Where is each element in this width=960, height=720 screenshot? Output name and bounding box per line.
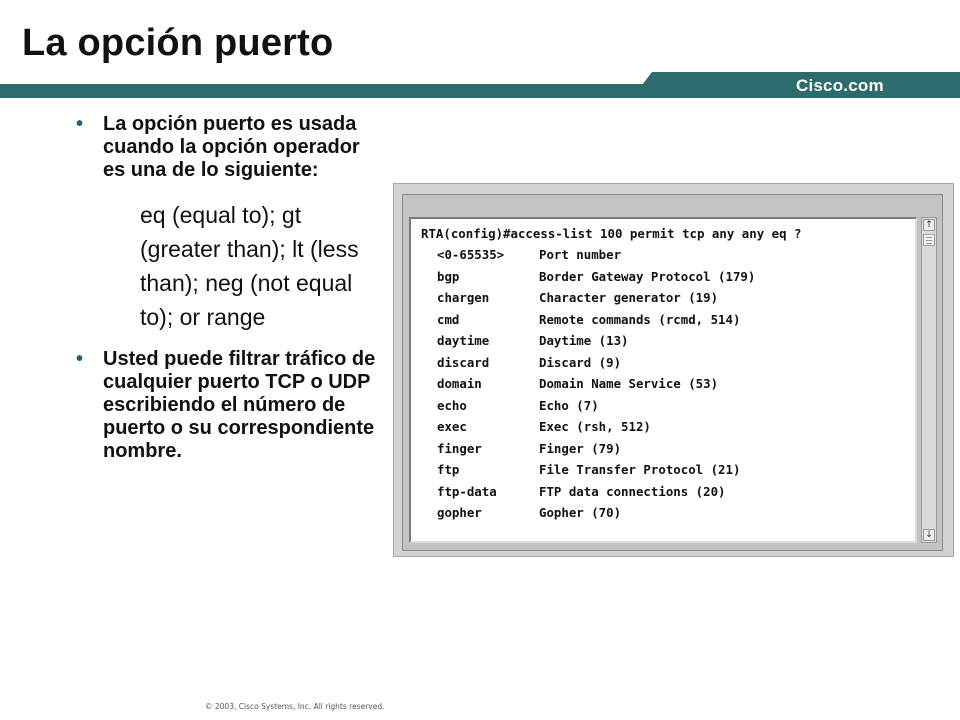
terminal-frame <box>402 194 943 551</box>
terminal-row <box>437 397 599 419</box>
port-keyword: echo <box>437 397 467 413</box>
operator-list-text: eq (equal to); gt (greater than); lt (less than); neg (not equal to); or range <box>140 202 359 330</box>
cisco-logo-text[interactable]: Cisco.com <box>796 76 884 95</box>
bullet-2-text: Usted puede filtrar tráfico de cualquier puerto TCP o UDP escribiendo el número de puerto o su correspondiente nombre. <box>103 348 376 462</box>
port-description: Exec (rsh, 512) <box>539 419 651 434</box>
port-description: Echo (7) <box>539 397 599 413</box>
port-keyword: <0-65535> <box>437 247 505 262</box>
port-keyword: finger <box>437 440 482 456</box>
terminal-row <box>437 462 741 483</box>
port-description: Finger (79) <box>539 440 622 456</box>
bullet-icon: • <box>76 113 84 135</box>
terminal-command-line: RTA(config)#access-list 100 permit tcp any any eq ? <box>421 226 802 241</box>
port-description: FTP data connections (20) <box>539 483 726 499</box>
port-keyword: daytime <box>437 333 490 348</box>
terminal-scrollbar[interactable] <box>921 217 937 543</box>
terminal-row <box>437 505 622 526</box>
scroll-down-arrow-icon[interactable]: ↓ <box>923 529 935 541</box>
port-keyword: bgp <box>437 268 460 284</box>
port-description: Remote commands (rcmd, 514) <box>539 311 741 327</box>
terminal-row <box>437 483 726 505</box>
bullet-icon: • <box>76 348 84 370</box>
terminal-row <box>437 354 622 376</box>
copyright-footer: © 2003, Cisco Systems, Inc. All rights reserved. <box>205 702 385 711</box>
port-keyword: discard <box>437 354 490 370</box>
terminal-row <box>437 419 651 440</box>
port-description: Daytime (13) <box>539 333 629 348</box>
terminal-row <box>437 247 622 268</box>
bullet-1-text: La opción puerto es usada cuando la opción operador es una de lo siguiente: <box>103 113 360 181</box>
port-description: Border Gateway Protocol (179) <box>539 268 756 284</box>
port-keyword: exec <box>437 419 467 434</box>
bullet-item <box>76 113 381 182</box>
terminal-row <box>437 311 741 333</box>
scroll-up-arrow-icon[interactable]: ↑ <box>923 219 935 231</box>
terminal-row <box>437 333 629 354</box>
port-description: Port number <box>539 247 622 262</box>
scroll-thumb[interactable] <box>923 234 935 246</box>
port-keyword: chargen <box>437 290 490 305</box>
port-keyword: domain <box>437 376 482 391</box>
port-description: Discard (9) <box>539 354 622 370</box>
terminal-screen[interactable] <box>409 217 917 543</box>
terminal-row <box>437 376 719 397</box>
port-description: File Transfer Protocol (21) <box>539 462 741 477</box>
port-keyword: ftp <box>437 462 460 477</box>
port-keyword: ftp-data <box>437 483 497 499</box>
port-description: Character generator (19) <box>539 290 719 305</box>
slide-content <box>76 113 381 463</box>
port-description: Domain Name Service (53) <box>539 376 719 391</box>
terminal-window <box>393 183 954 557</box>
slide-title: La opción puerto <box>22 22 334 64</box>
port-description: Gopher (70) <box>539 505 622 520</box>
bullet-item <box>76 348 381 463</box>
terminal-row <box>437 290 719 311</box>
terminal-row <box>437 440 622 462</box>
port-keyword: gopher <box>437 505 482 520</box>
port-keyword: cmd <box>437 311 460 327</box>
terminal-row <box>437 268 756 290</box>
